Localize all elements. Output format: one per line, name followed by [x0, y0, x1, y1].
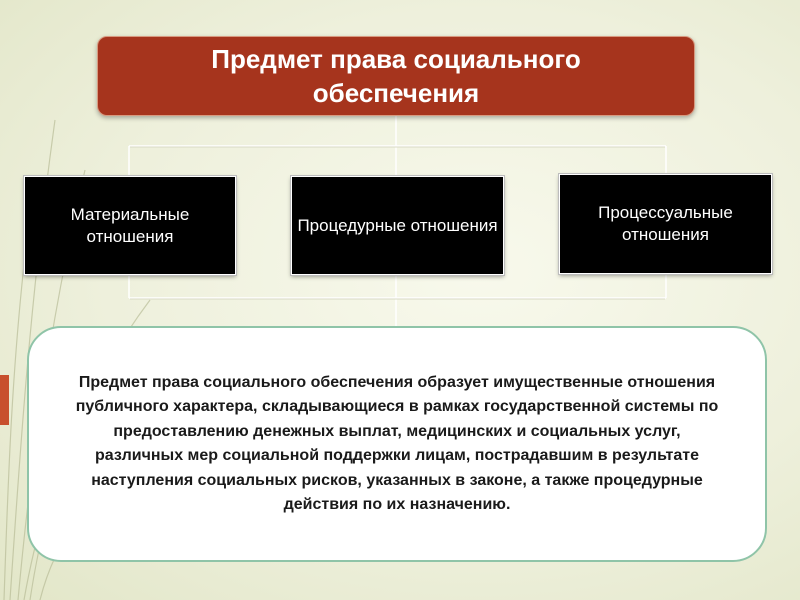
- description-text: Предмет права социального обеспечения образует имущественные отношения публичного характера, складывающиеся в рамках государственной системы по предоставлению денежных выплат, медицинских и социальных услуг, различных мер социальной поддержки лицам, пострадавшим в результате наступления социальных рисков, указанных в законе, а также процедурные действия по их назначению.: [75, 373, 719, 513]
- title-box: [97, 36, 695, 116]
- title-text: Предмет права социального обеспечения: [211, 44, 581, 108]
- category-label: Материальные отношения: [70, 204, 190, 246]
- category-processual-relations: [559, 174, 772, 274]
- category-label: Процедурные отношения: [297, 215, 498, 235]
- category-label: Процессуальные отношения: [598, 203, 733, 244]
- description-box: [27, 326, 767, 562]
- category-procedural-relations: [291, 176, 504, 275]
- category-material-relations: [24, 176, 236, 275]
